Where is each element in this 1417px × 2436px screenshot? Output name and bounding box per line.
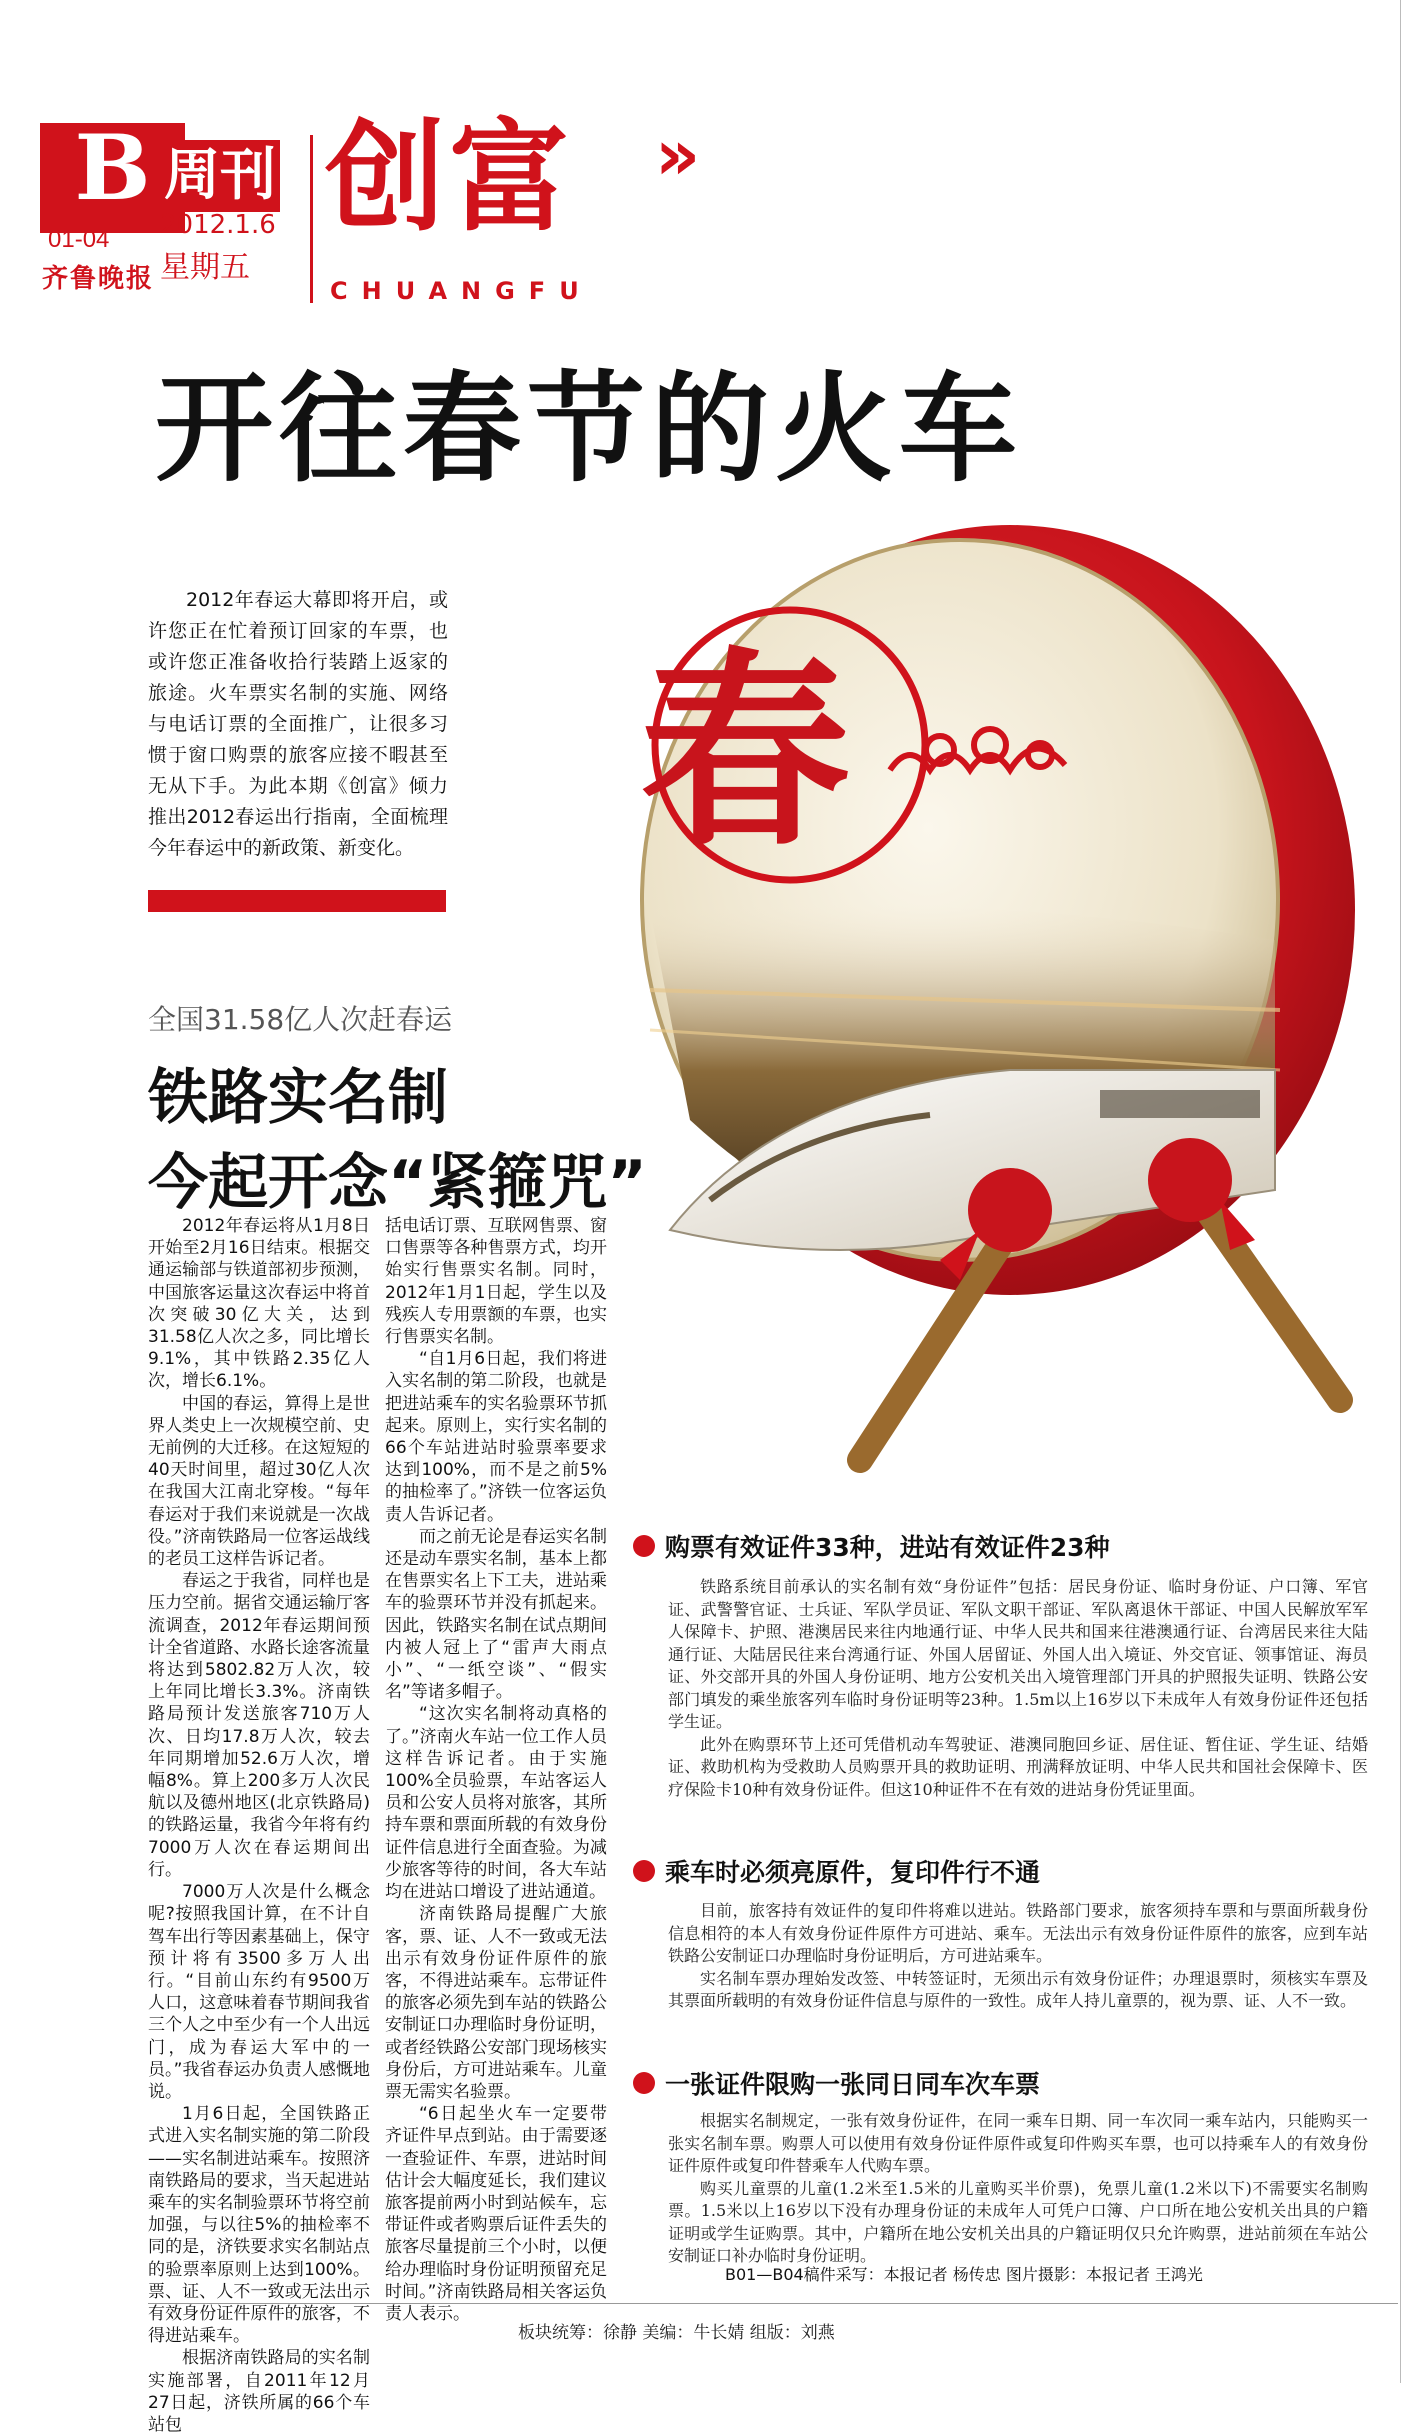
intro-paragraph: 2012年春运大幕即将开启，或许您正在忙着预订回家的车票，也或许您正准备收拾行装踏上返家的旅途。火车票实名制的实施、网络与电话订票的全面推广，让很多习惯于窗口购票的旅客应接不暇甚至无从下手。为此本期《创富》倾力推出2012春运出行指南，全面梳理今年春运中的新政策、新变化。	[148, 589, 448, 859]
column-title: 创富	[325, 107, 573, 248]
lead-kicker: 全国31.58亿人次赶春运	[148, 1003, 453, 1036]
paragraph: “自1月6日起，我们将进入实名制的第二阶段，也就是把进站乘车的实名验票环节抓起来。原则上，实行实名制的66个车站进站时验票率要求达到100%，而不是之前5%的抽检率了。”济铁一位客运负责人告诉记者。	[385, 1349, 607, 1525]
page-headline: 开往春节的火车	[155, 360, 1024, 498]
paragraph: 铁路系统目前承认的实名制有效“身份证件”包括：居民身份证、临时身份证、户口簿、军官证、武警警官证、士兵证、军队学员证、军队文职干部证、军队离退休干部证、中国人民解放军军人保障卡、护照、港澳居民来往内地通行证、中华人民共和国来往港澳通行证、台湾居民来往大陆通行证、大陆居民往来台湾通行证、外国人居留证、外国人出入境证、外交官证、领事馆证、海员证、外交部开具的外国人身份证明、地方公安机关出入境管理部门开具的护照报失证明、铁路公安部门填发的乘坐旅客列车临时身份证明等23种。1.5m以上16岁以下未成年人有效身份证件还包括学生证。	[668, 1577, 1368, 1731]
paragraph: 2012年春运将从1月8日开始至2月16日结束。根据交通运输部与铁道部初步预测，中国旅客运量这次春运中将首次突破30亿大关，达到31.58亿人次之多，同比增长9.1%，其中铁路2.35亿人次，增长6.1%。	[148, 1216, 370, 1392]
paragraph: 实名制车票办理始发改签、中转签证时，无须出示有效身份证件；办理退票时，须核实车票及其票面所载明的有效身份证件信息与原件的一致性。成年人持儿童票的，视为票、证、人不一致。	[668, 1968, 1368, 2010]
paragraph: 而之前无论是春运实名制还是动车票实名制，基本上都在售票实名上下工夫，进站乘车的验票环节并没有抓起来。因此，铁路实名制在试点期间内被人冠上了“雷声大雨点小”、“一纸空谈”、“假实名”等诸多帽子。	[385, 1526, 607, 1703]
paper-logo: 齐鲁晚报	[42, 264, 155, 294]
lead-column-1	[148, 1215, 370, 2436]
paragraph: 括电话订票、互联网售票、窗口售票等各种售票方式，均开始实行售票实名制。同时，2012年1月1日起，学生以及残疾人专用票额的车票，也实行售票实名制。	[385, 1216, 607, 1348]
issue-date: 2012.1.6	[160, 210, 276, 240]
section-bullet-icon	[633, 1860, 655, 1882]
footer-rule	[148, 2303, 1398, 2304]
lead-title-line1: 铁路实名制	[148, 1063, 448, 1133]
byline: B01—B04稿件采写：本报记者 杨传忠 图片摄影：本报记者 王鸿光	[725, 2265, 1203, 2284]
section-title: 购票有效证件33种，进站有效证件23种	[665, 1533, 1110, 1562]
page-range: 01-04	[48, 226, 110, 253]
paragraph: 1月6日起，全国铁路正式进入实名制实施的第二阶段——实名制进站乘车。按照济南铁路局的要求，当天起进站乘车的实名制验票环节将空前加强，与以往5%的抽检率不同的是，济铁要求实名制站点的验票率原则上达到100%。票、证、人不一致或无法出示有效身份证件原件的旅客，不得进站乘车。	[148, 2104, 370, 2347]
spring-character: 春	[639, 628, 851, 875]
column-pinyin: CHUANGFU	[330, 277, 593, 305]
lead-column-2	[385, 1215, 607, 2325]
section-bullet-icon	[633, 2072, 655, 2094]
paragraph: 目前，旅客持有效证件的复印件将难以进站。铁路部门要求，旅客须持车票和与票面所载身份信息相符的本人有效身份证件原件方可进站、乘车。无法出示有效身份证件原件的旅客，应到车站铁路公安制证口办理临时身份证明后，方可进站乘车。	[668, 1901, 1368, 1965]
section-letter: B	[40, 123, 185, 233]
paragraph: 中国的春运，算得上是世界人类史上一次规模空前、史无前例的大迁移。在这短短的40天时间里，超过30亿人次在我国大江南北穿梭。“每年春运对于我们来说就是一次战役。”济南铁路局一位客运战线的老员工这样告诉记者。	[148, 1393, 370, 1570]
paragraph: “6日起坐火车一定要带齐证件早点到站。由于需要逐一查验证件、车票，进站时间估计会大幅度延长，我们建议旅客提前两小时到站候车，忘带证件或者购票后证件丢失的旅客尽量提前三个小时，以便给办理临时身份证明预留充足时间。”济南铁路局相关客运负责人表示。	[385, 2104, 607, 2324]
paragraph: 此外在购票环节上还可凭借机动车驾驶证、港澳同胞回乡证、居住证、暂住证、学生证、结婚证、救助机构为受救助人员购票开具的救助证明、刑满释放证明、中华人民共和国社会保障卡、医疗保险卡10种有效身份证件。但这10种证件不在有效的进站身份凭证里面。	[668, 1734, 1368, 1799]
section-body	[668, 1576, 1368, 1801]
section-title: 乘车时必须亮原件，复印件行不通	[665, 1858, 1041, 1887]
paragraph: 根据实名制规定，一张有效身份证件，在同一乘车日期、同一车次同一乘车站内，只能购买一张实名制车票。购票人可以使用有效身份证件原件或复印件购买车票，也可以持乘车人的有效身份证件原件或复印件替乘车人代购车票。	[668, 2111, 1368, 2175]
paragraph: 济南铁路局提醒广大旅客，票、证、人不一致或无法出示有效身份证件原件的旅客，不得进站乘车。忘带证件的旅客必须先到车站的铁路公安制证口办理临时身份证明，或者经铁路公安部门现场核实身份后，方可进站乘车。儿童票无需实名验票。	[385, 1904, 607, 2102]
section-body	[668, 2110, 1368, 2268]
paragraph: “这次实名制将动真格的了。”济南火车站一位工作人员这样告诉记者。由于实施100%全员验票，车站客运人员和公安人员将对旅客，其所持车票和票面所载的有效身份证件信息进行全面查验。为减少旅客等待的时间，各大车站均在进站口增设了进站通道。	[385, 1704, 607, 1903]
spring-festival-drum-illustration	[540, 470, 1360, 1480]
issue-weekday: 星期五	[160, 250, 250, 285]
page-edge-line	[1400, 0, 1401, 2383]
lead-title-line2: 今起开念“紧箍咒”	[148, 1148, 647, 1218]
footer-credit: 板块统筹：徐静 美编：牛长婧 组版：刘燕	[518, 2323, 835, 2343]
weekly-label: 周刊	[160, 140, 280, 212]
section-bullet-icon	[633, 1535, 655, 1557]
section-title: 一张证件限购一张同日同车次车票	[665, 2070, 1041, 2099]
paragraph: 春运之于我省，同样也是压力空前。据省交通运输厅客流调查，2012年春运期间预计全省道路、水路长途客流量将达到5802.82万人次，较上年同比增长3.3%。济南铁路局预计发送旅客710万人次、日均17.8万人次，较去年同期增加52.6万人次，增幅8%。算上200多万人次民航以及德州地区(北京铁路局)的铁路运量，我省今年将有约7000万人次在春运期间出行。	[148, 1571, 370, 1880]
column-chevron-icon: »	[655, 114, 701, 196]
masthead-divider	[310, 135, 313, 303]
paragraph: 7000万人次是什么概念呢?按照我国计算，在不计自驾车出行等因素基础上，保守预计将有3500多万人出行。“目前山东约有9500万人口，这意味着春节期间我省三个人之中至少有一个人出远门，成为春运大军中的一员。”我省春运办负责人感慨地说。	[148, 1882, 370, 2102]
section-body	[668, 1900, 1368, 2013]
intro-red-rule	[148, 890, 446, 912]
paragraph: 根据济南铁路局的实名制实施部署，自2011年12月27日起，济铁所属的66个车站包	[148, 2348, 370, 2435]
paragraph: 购买儿童票的儿童(1.2米至1.5米的儿童购买半价票)，免票儿童(1.2米以下)不需要实名制购票。1.5米以上16岁以下没有办理身份证的未成年人可凭户口簿、户口所在地公安机关出具的户籍证明或学生证购票。其中，户籍所在地公安机关出具的户籍证明仅只允许购票，进站前须在车站公安制证口补办临时身份证明。	[668, 2178, 1368, 2265]
